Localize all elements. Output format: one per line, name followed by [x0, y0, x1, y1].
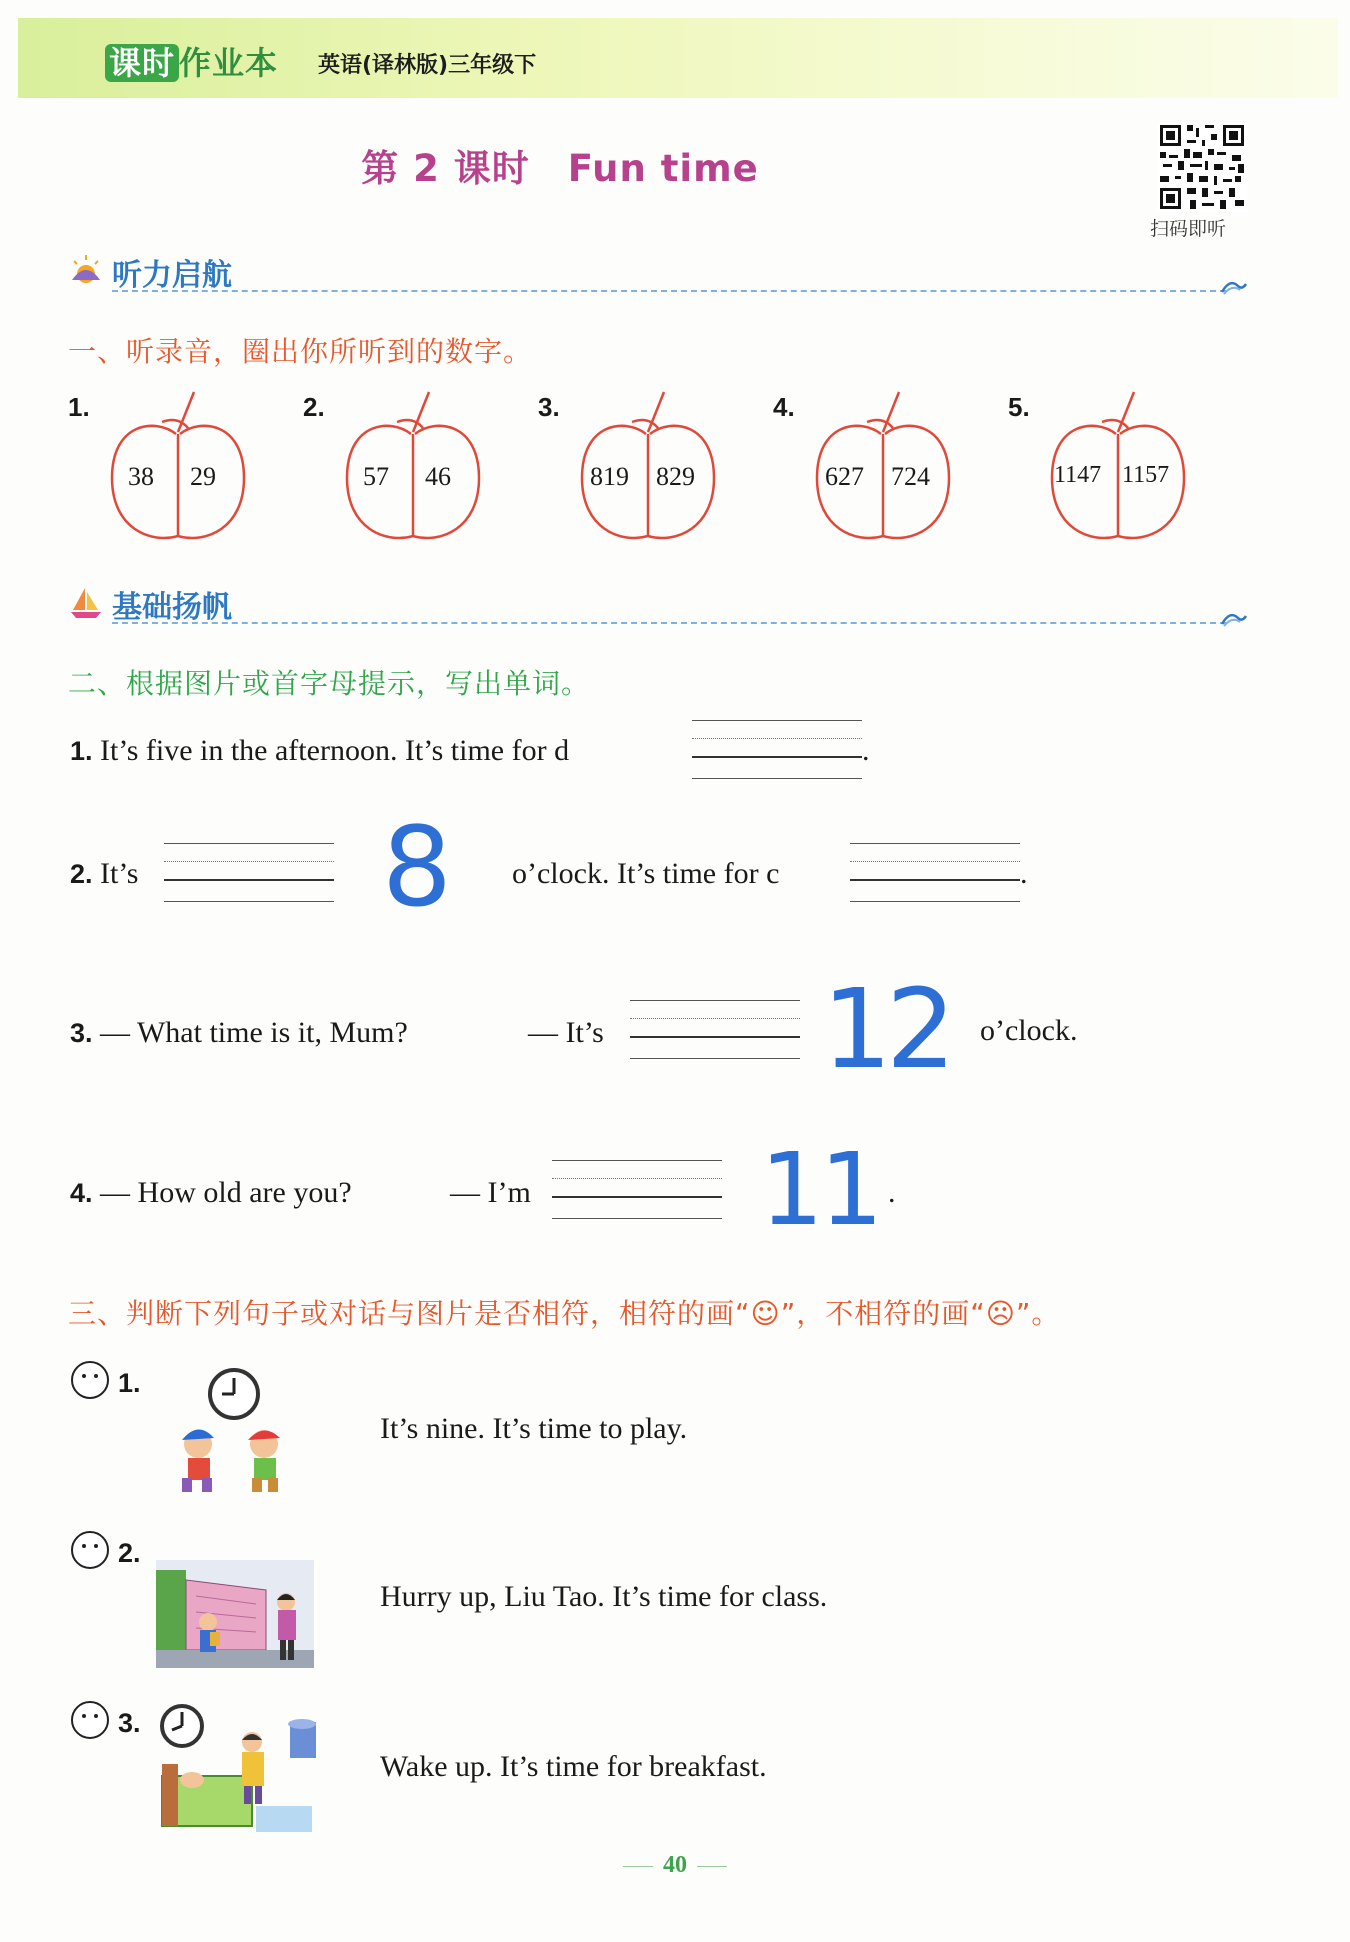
apple-item	[68, 388, 258, 548]
statement-text: Wake up. It’s time for breakfast.	[380, 1750, 767, 1783]
section-label: 基础扬帆	[112, 590, 232, 625]
blank-face-icon[interactable]	[70, 1530, 110, 1570]
page-number-footer	[0, 1852, 1350, 1879]
school-gate-picture	[156, 1560, 314, 1668]
number-option-left[interactable]: 57	[363, 462, 389, 491]
section-listening	[68, 250, 1248, 294]
blank-face-icon[interactable]	[70, 1700, 110, 1740]
question-text: o’clock. It’s time for c	[512, 857, 780, 890]
brand-part1: 课时	[105, 44, 179, 82]
item-number: 2.	[118, 1538, 141, 1568]
wave-icon	[1220, 608, 1248, 628]
number-option-right[interactable]: 1157	[1122, 462, 1170, 488]
number-option-left[interactable]: 1147	[1054, 462, 1102, 488]
part3-heading: 三、判断下列句子或对话与图片是否相符，相符的画“☺”，不相符的画“☹”。	[68, 1297, 1061, 1330]
qr-label: 扫码即听	[1150, 218, 1227, 240]
question-number: 1.	[70, 736, 93, 766]
number-option-left[interactable]: 819	[590, 462, 629, 491]
apple-outline-icon	[104, 388, 254, 548]
item-number: 5.	[1008, 392, 1030, 422]
part2-heading: 二、根据图片或首字母提示，写出单词。	[68, 667, 591, 700]
wave-icon	[1220, 276, 1248, 296]
item-number: 2.	[303, 392, 325, 422]
sailboat-icon	[68, 584, 104, 620]
question-text: It’s	[100, 857, 139, 890]
exercise-2-4	[70, 1176, 352, 1210]
answer-prefix: — I’m	[450, 1176, 531, 1209]
question-number: 2.	[70, 859, 93, 889]
item-number: 1.	[118, 1368, 141, 1398]
apple-item	[303, 388, 493, 548]
exercise-2-2	[70, 857, 138, 891]
number-option-right[interactable]: 46	[425, 462, 451, 491]
footer-rule	[697, 1866, 727, 1867]
handwritten-digit: 8	[382, 803, 452, 931]
apple-outline-icon	[339, 388, 489, 548]
item-number: 3.	[118, 1708, 141, 1738]
kids-clock-picture	[168, 1368, 298, 1496]
book-info: 英语(译林版)三年级下	[318, 53, 537, 78]
period: .	[862, 734, 870, 767]
period: .	[888, 1176, 896, 1209]
question-text: It’s five in the afternoon. It’s time for d	[100, 734, 570, 767]
question-number: 4.	[70, 1178, 93, 1208]
question-number: 3.	[70, 1018, 93, 1048]
number-option-left[interactable]: 38	[128, 462, 154, 491]
qr-code-icon[interactable]	[1157, 122, 1247, 212]
handwritten-digit: 11	[760, 1131, 880, 1248]
question-text: — What time is it, Mum?	[100, 1016, 408, 1049]
handwritten-digit: 12	[822, 965, 950, 1093]
item-number: 3.	[538, 392, 560, 422]
bedroom-picture	[156, 1702, 316, 1836]
section-label: 听力启航	[112, 258, 232, 293]
blank-face-icon[interactable]	[70, 1360, 110, 1400]
number-option-left[interactable]: 627	[825, 462, 864, 491]
apple-item	[773, 388, 963, 548]
number-option-right[interactable]: 29	[190, 462, 216, 491]
exercise-2-1	[70, 734, 569, 768]
section-divider	[112, 622, 1226, 624]
question-text: — How old are you?	[100, 1176, 352, 1209]
number-option-right[interactable]: 724	[891, 462, 930, 491]
exercise-2-3	[70, 1016, 408, 1050]
apple-item	[538, 388, 728, 548]
answer-prefix: — It’s	[528, 1016, 604, 1049]
sunrise-icon	[68, 252, 104, 288]
item-number: 4.	[773, 392, 795, 422]
brand-part2: 作业本	[179, 44, 279, 82]
statement-text: It’s nine. It’s time to play.	[380, 1412, 688, 1445]
footer-rule	[623, 1866, 653, 1867]
part1-heading: 一、听录音，圈出你所听到的数字。	[68, 335, 533, 368]
statement-text: Hurry up, Liu Tao. It’s time for class.	[380, 1580, 828, 1613]
item-number: 1.	[68, 392, 90, 422]
section-divider	[112, 290, 1226, 292]
lesson-title: 第 2 课时 Fun time	[361, 147, 759, 190]
question-text: o’clock.	[980, 1014, 1078, 1047]
brand-logo	[105, 38, 278, 84]
page-number: 40	[663, 1852, 687, 1878]
period: .	[1020, 857, 1028, 890]
number-option-right[interactable]: 829	[656, 462, 695, 491]
section-basics	[68, 582, 1248, 626]
apple-item	[1008, 388, 1198, 548]
